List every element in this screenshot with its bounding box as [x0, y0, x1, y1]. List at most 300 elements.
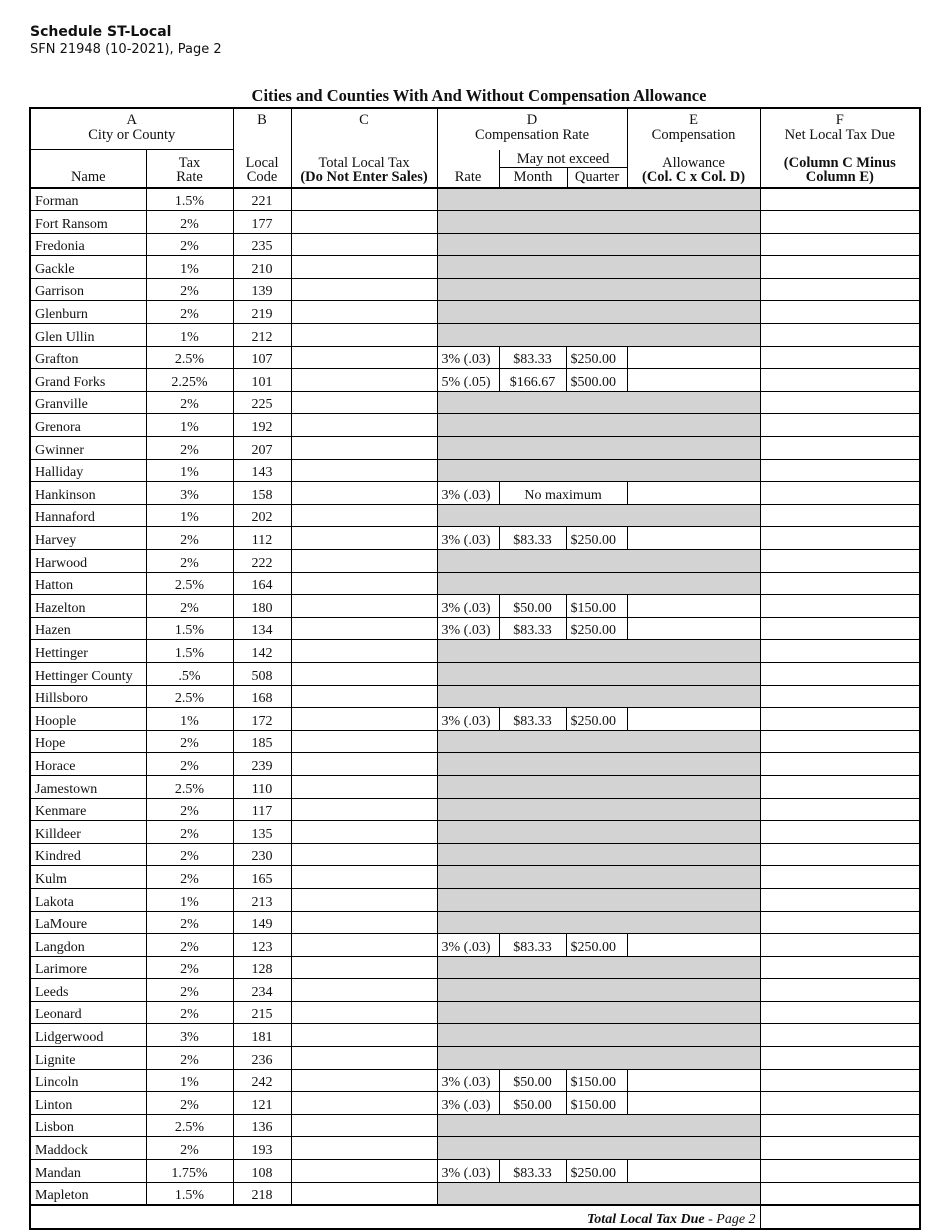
- row-tax-rate: 3%: [146, 1024, 233, 1047]
- net-local-tax-input[interactable]: [760, 1001, 920, 1024]
- row-tax-rate: 1%: [146, 324, 233, 347]
- net-local-tax-input[interactable]: [760, 324, 920, 347]
- rate-label: Rate: [454, 169, 482, 185]
- row-quarter-max: $250.00: [566, 708, 627, 731]
- row-comp-rate: 5% (.05): [437, 369, 499, 392]
- col-a-label: City or County: [88, 126, 176, 143]
- row-local-code: 107: [233, 346, 291, 369]
- row-tax-rate: 2%: [146, 595, 233, 618]
- shaded-no-allowance: [437, 775, 760, 798]
- table-row: [30, 595, 920, 618]
- shaded-no-allowance: [437, 1001, 760, 1024]
- column-e-label: Column E): [805, 169, 874, 185]
- row-name: Kulm: [30, 866, 146, 889]
- table-row: [30, 798, 920, 821]
- compensation-allowance-input[interactable]: [627, 1160, 760, 1183]
- table-title: Cities and Counties With And Without Compensation Allowance: [251, 86, 707, 105]
- total-local-tax-input[interactable]: [291, 821, 437, 844]
- net-local-tax-input[interactable]: [760, 979, 920, 1002]
- total-local-tax-input[interactable]: [291, 188, 437, 211]
- total-local-tax-input[interactable]: [291, 595, 437, 618]
- row-name: Garrison: [30, 278, 146, 301]
- table-row: [30, 911, 920, 934]
- row-local-code: 121: [233, 1092, 291, 1115]
- table-row: [30, 753, 920, 776]
- total-local-tax-input[interactable]: [291, 437, 437, 460]
- net-local-tax-input[interactable]: [760, 211, 920, 234]
- shaded-no-allowance: [437, 843, 760, 866]
- net-local-tax-input[interactable]: [760, 934, 920, 957]
- net-local-tax-input[interactable]: [760, 504, 920, 527]
- total-local-tax-input[interactable]: [291, 391, 437, 414]
- row-tax-rate: 2%: [146, 821, 233, 844]
- total-local-tax-input[interactable]: [291, 527, 437, 550]
- total-local-tax-input[interactable]: [291, 572, 437, 595]
- total-local-tax-input[interactable]: [291, 866, 437, 889]
- row-local-code: 128: [233, 956, 291, 979]
- compensation-allowance-input[interactable]: [627, 595, 760, 618]
- total-local-tax-input[interactable]: [291, 256, 437, 279]
- row-local-code: 117: [233, 798, 291, 821]
- total-local-tax-input[interactable]: [291, 798, 437, 821]
- row-local-code: 236: [233, 1047, 291, 1070]
- form-number: SFN 21948 (10-2021), Page 2: [30, 42, 222, 57]
- net-local-tax-input[interactable]: [760, 278, 920, 301]
- col-d-header: [437, 108, 627, 150]
- total-local-tax-input[interactable]: [291, 233, 437, 256]
- net-local-tax-input[interactable]: [760, 798, 920, 821]
- net-local-tax-input[interactable]: [760, 550, 920, 573]
- total-local-tax-input[interactable]: [291, 1069, 437, 1092]
- row-local-code: 222: [233, 550, 291, 573]
- row-local-code: 230: [233, 843, 291, 866]
- total-local-tax-input[interactable]: [291, 459, 437, 482]
- row-name: Gwinner: [30, 437, 146, 460]
- shaded-no-allowance: [437, 459, 760, 482]
- table-row: [30, 550, 920, 573]
- net-local-tax-input[interactable]: [760, 1024, 920, 1047]
- row-tax-rate: 2%: [146, 753, 233, 776]
- row-local-code: 135: [233, 821, 291, 844]
- row-tax-rate: 1%: [146, 504, 233, 527]
- row-comp-rate: 3% (.03): [437, 1092, 499, 1115]
- net-local-tax-input[interactable]: [760, 753, 920, 776]
- total-local-tax-input[interactable]: [291, 775, 437, 798]
- row-local-code: 235: [233, 233, 291, 256]
- row-local-code: 172: [233, 708, 291, 731]
- total-local-tax-input[interactable]: [291, 1001, 437, 1024]
- table-row: [30, 188, 920, 211]
- row-local-code: 219: [233, 301, 291, 324]
- net-local-tax-input[interactable]: [760, 572, 920, 595]
- table-row: [30, 979, 920, 1002]
- row-local-code: 177: [233, 211, 291, 234]
- row-month-max: $166.67: [499, 369, 566, 392]
- total-local-tax-input[interactable]: [291, 301, 437, 324]
- table-row: [30, 730, 920, 753]
- row-comp-rate: 3% (.03): [437, 617, 499, 640]
- header-row-labels: [30, 150, 920, 188]
- row-local-code: 221: [233, 188, 291, 211]
- compensation-allowance-input[interactable]: [627, 527, 760, 550]
- row-name: Mapleton: [30, 1182, 146, 1205]
- row-name: Fort Ransom: [30, 211, 146, 234]
- table-row: [30, 301, 920, 324]
- net-local-tax-input[interactable]: [760, 1182, 920, 1205]
- net-local-tax-input[interactable]: [760, 188, 920, 211]
- shaded-no-allowance: [437, 1114, 760, 1137]
- net-local-tax-input[interactable]: [760, 301, 920, 324]
- total-local-tax-input[interactable]: [291, 1137, 437, 1160]
- row-tax-rate: 2%: [146, 866, 233, 889]
- total-label-bold: Total Local Tax Due: [587, 1211, 705, 1227]
- row-name: Hatton: [30, 572, 146, 595]
- table-row: [30, 708, 920, 731]
- row-tax-rate: 1%: [146, 256, 233, 279]
- shaded-no-allowance: [437, 685, 760, 708]
- shaded-no-allowance: [437, 550, 760, 573]
- row-tax-rate: 2.5%: [146, 685, 233, 708]
- shaded-no-allowance: [437, 821, 760, 844]
- total-local-tax-input[interactable]: [291, 956, 437, 979]
- total-local-tax-input[interactable]: [291, 979, 437, 1002]
- net-local-tax-input[interactable]: [760, 1092, 920, 1115]
- row-tax-rate: 2%: [146, 301, 233, 324]
- table-row: [30, 1047, 920, 1070]
- row-comp-rate: 3% (.03): [437, 346, 499, 369]
- total-local-tax-input[interactable]: [291, 278, 437, 301]
- row-no-maximum: No maximum: [499, 482, 627, 505]
- local-code-header: [233, 150, 291, 188]
- row-quarter-max: $250.00: [566, 1160, 627, 1183]
- net-local-tax-input[interactable]: [760, 369, 920, 392]
- net-local-tax-input[interactable]: [760, 662, 920, 685]
- compensation-allowance-input[interactable]: [627, 1069, 760, 1092]
- net-local-tax-input[interactable]: [760, 482, 920, 505]
- total-local-tax-input[interactable]: [291, 617, 437, 640]
- net-local-tax-input[interactable]: [760, 640, 920, 663]
- col-c-header: [291, 108, 437, 150]
- table-row: [30, 1092, 920, 1115]
- row-quarter-max: $250.00: [566, 934, 627, 957]
- row-name: Halliday: [30, 459, 146, 482]
- table-row: [30, 1137, 920, 1160]
- net-local-tax-input[interactable]: [760, 437, 920, 460]
- row-tax-rate: 2%: [146, 911, 233, 934]
- row-name: Maddock: [30, 1137, 146, 1160]
- row-local-code: 168: [233, 685, 291, 708]
- total-local-tax-input[interactable]: [291, 1092, 437, 1115]
- net-local-tax-input[interactable]: [760, 414, 920, 437]
- row-tax-rate: 2.5%: [146, 572, 233, 595]
- net-local-tax-input[interactable]: [760, 256, 920, 279]
- table-row: [30, 956, 920, 979]
- table-row: [30, 843, 920, 866]
- row-tax-rate: 2.25%: [146, 369, 233, 392]
- total-local-tax-due-input[interactable]: [760, 1205, 920, 1229]
- row-name: Glenburn: [30, 301, 146, 324]
- net-local-tax-input[interactable]: [760, 617, 920, 640]
- net-local-tax-input[interactable]: [760, 956, 920, 979]
- compensation-allowance-input[interactable]: [627, 617, 760, 640]
- total-local-tax-input[interactable]: [291, 662, 437, 685]
- total-row: [30, 1205, 920, 1229]
- row-name: Hettinger: [30, 640, 146, 663]
- total-local-tax-input[interactable]: [291, 753, 437, 776]
- row-local-code: 185: [233, 730, 291, 753]
- row-quarter-max: $150.00: [566, 1092, 627, 1115]
- month-label: Month: [500, 168, 568, 187]
- row-tax-rate: 1.75%: [146, 1160, 233, 1183]
- net-local-tax-input[interactable]: [760, 1047, 920, 1070]
- shaded-no-allowance: [437, 888, 760, 911]
- table-row: [30, 256, 920, 279]
- total-local-tax-input[interactable]: [291, 708, 437, 731]
- may-not-exceed-label: May not exceed: [500, 150, 627, 169]
- table-row: [30, 572, 920, 595]
- row-quarter-max: $250.00: [566, 617, 627, 640]
- row-tax-rate: 2%: [146, 550, 233, 573]
- row-comp-rate: 3% (.03): [437, 1069, 499, 1092]
- row-month-max: $83.33: [499, 1160, 566, 1183]
- row-local-code: 212: [233, 324, 291, 347]
- row-local-code: 210: [233, 256, 291, 279]
- row-tax-rate: 2%: [146, 1047, 233, 1070]
- row-local-code: 239: [233, 753, 291, 776]
- tax-rate-header: [146, 150, 233, 188]
- row-name: Mandan: [30, 1160, 146, 1183]
- total-local-tax-input[interactable]: [291, 1182, 437, 1205]
- row-tax-rate: 2%: [146, 1001, 233, 1024]
- row-tax-rate: 1.5%: [146, 617, 233, 640]
- table-row: [30, 437, 920, 460]
- col-f-letter: F: [835, 112, 844, 128]
- row-tax-rate: 3%: [146, 482, 233, 505]
- col-f-header: [760, 108, 920, 150]
- total-local-tax-input[interactable]: [291, 1047, 437, 1070]
- row-local-code: 158: [233, 482, 291, 505]
- row-tax-rate: 2%: [146, 527, 233, 550]
- row-tax-rate: 1%: [146, 1069, 233, 1092]
- net-local-tax-input[interactable]: [760, 775, 920, 798]
- col-c-x-col-d-label: (Col. C x Col. D): [641, 169, 746, 185]
- row-name: Kindred: [30, 843, 146, 866]
- row-month-max: $83.33: [499, 346, 566, 369]
- total-local-tax-input[interactable]: [291, 640, 437, 663]
- row-name: Horace: [30, 753, 146, 776]
- row-name: Grenora: [30, 414, 146, 437]
- table-row: [30, 459, 920, 482]
- net-local-tax-input[interactable]: [760, 1160, 920, 1183]
- total-local-tax-input[interactable]: [291, 888, 437, 911]
- table-row: [30, 888, 920, 911]
- row-tax-rate: 2%: [146, 979, 233, 1002]
- col-a-letter: A: [126, 112, 137, 128]
- row-local-code: 164: [233, 572, 291, 595]
- table-row: [30, 527, 920, 550]
- net-local-tax-input[interactable]: [760, 685, 920, 708]
- col-e-header: [627, 108, 760, 150]
- table-row: [30, 1114, 920, 1137]
- total-local-tax-input[interactable]: [291, 369, 437, 392]
- shaded-no-allowance: [437, 979, 760, 1002]
- row-tax-rate: 2%: [146, 798, 233, 821]
- total-local-tax-input[interactable]: [291, 346, 437, 369]
- compensation-allowance-input[interactable]: [627, 708, 760, 731]
- shaded-no-allowance: [437, 188, 760, 211]
- total-local-tax-input[interactable]: [291, 550, 437, 573]
- table-row: [30, 1160, 920, 1183]
- row-name: Larimore: [30, 956, 146, 979]
- table-row: [30, 233, 920, 256]
- row-month-max: $83.33: [499, 708, 566, 731]
- total-local-tax-input[interactable]: [291, 482, 437, 505]
- row-local-code: 207: [233, 437, 291, 460]
- compensation-allowance-input[interactable]: [627, 934, 760, 957]
- column-c-minus-label: (Column C Minus: [783, 154, 896, 171]
- net-local-tax-input[interactable]: [760, 911, 920, 934]
- row-comp-rate: 3% (.03): [437, 708, 499, 731]
- row-name: Gackle: [30, 256, 146, 279]
- row-name: Lakota: [30, 888, 146, 911]
- row-local-code: 202: [233, 504, 291, 527]
- total-local-tax-input[interactable]: [291, 934, 437, 957]
- net-local-tax-input[interactable]: [760, 888, 920, 911]
- row-name: Lincoln: [30, 1069, 146, 1092]
- compensation-allowance-input[interactable]: [627, 346, 760, 369]
- row-tax-rate: 2%: [146, 843, 233, 866]
- net-local-tax-input[interactable]: [760, 391, 920, 414]
- net-local-tax-input[interactable]: [760, 346, 920, 369]
- row-local-code: 110: [233, 775, 291, 798]
- row-comp-rate: 3% (.03): [437, 595, 499, 618]
- shaded-no-allowance: [437, 278, 760, 301]
- col-d-label: Compensation Rate: [475, 126, 590, 143]
- header-row-letters: [30, 108, 920, 150]
- total-local-tax-label: Total Local Tax: [318, 154, 410, 171]
- shaded-no-allowance: [437, 1024, 760, 1047]
- total-local-tax-due-label: [30, 1205, 760, 1229]
- shaded-no-allowance: [437, 391, 760, 414]
- row-local-code: 123: [233, 934, 291, 957]
- col-b-header: [233, 108, 291, 150]
- row-month-max: $50.00: [499, 595, 566, 618]
- table-row: [30, 866, 920, 889]
- shaded-no-allowance: [437, 301, 760, 324]
- table-row: [30, 821, 920, 844]
- rate-header: [437, 150, 499, 188]
- row-quarter-max: $500.00: [566, 369, 627, 392]
- row-tax-rate: 2%: [146, 278, 233, 301]
- table-row: [30, 685, 920, 708]
- total-local-tax-input[interactable]: [291, 1160, 437, 1183]
- row-name: Fredonia: [30, 233, 146, 256]
- total-local-tax-input[interactable]: [291, 730, 437, 753]
- net-local-tax-input[interactable]: [760, 866, 920, 889]
- shaded-no-allowance: [437, 233, 760, 256]
- row-tax-rate: 2%: [146, 934, 233, 957]
- net-local-tax-input[interactable]: [760, 595, 920, 618]
- total-local-tax-input[interactable]: [291, 1024, 437, 1047]
- compensation-allowance-input[interactable]: [627, 482, 760, 505]
- shaded-no-allowance: [437, 572, 760, 595]
- table-row: [30, 391, 920, 414]
- shaded-no-allowance: [437, 1182, 760, 1205]
- total-local-tax-input[interactable]: [291, 414, 437, 437]
- do-not-enter-sales-label: (Do Not Enter Sales): [300, 169, 428, 185]
- table-row: [30, 346, 920, 369]
- col-d-letter: D: [526, 112, 538, 128]
- net-local-tax-input[interactable]: [760, 708, 920, 731]
- total-local-tax-input[interactable]: [291, 1114, 437, 1137]
- table-row: [30, 504, 920, 527]
- row-name: Killdeer: [30, 821, 146, 844]
- row-tax-rate: 2.5%: [146, 775, 233, 798]
- row-local-code: 136: [233, 1114, 291, 1137]
- net-local-tax-input[interactable]: [760, 730, 920, 753]
- net-local-tax-input[interactable]: [760, 233, 920, 256]
- row-local-code: 215: [233, 1001, 291, 1024]
- row-comp-rate: 3% (.03): [437, 482, 499, 505]
- row-local-code: 139: [233, 278, 291, 301]
- row-tax-rate: 2%: [146, 1092, 233, 1115]
- local-code-label-2: Code: [246, 169, 278, 185]
- shaded-no-allowance: [437, 730, 760, 753]
- net-local-tax-input[interactable]: [760, 527, 920, 550]
- shaded-no-allowance: [437, 1137, 760, 1160]
- row-tax-rate: .5%: [146, 662, 233, 685]
- total-local-tax-input[interactable]: [291, 685, 437, 708]
- total-local-tax-input[interactable]: [291, 504, 437, 527]
- table-row: [30, 278, 920, 301]
- shaded-no-allowance: [437, 662, 760, 685]
- net-local-tax-input[interactable]: [760, 821, 920, 844]
- row-name: Leonard: [30, 1001, 146, 1024]
- table-row: [30, 1182, 920, 1205]
- name-header: [30, 150, 146, 188]
- col-a-header: [30, 108, 233, 150]
- tax-rate-label-1: Tax: [178, 154, 201, 171]
- row-local-code: 225: [233, 391, 291, 414]
- table-row: [30, 369, 920, 392]
- row-local-code: 192: [233, 414, 291, 437]
- net-local-tax-input[interactable]: [760, 843, 920, 866]
- compensation-allowance-input[interactable]: [627, 369, 760, 392]
- net-local-tax-input[interactable]: [760, 1137, 920, 1160]
- row-name: Harwood: [30, 550, 146, 573]
- row-month-max: $50.00: [499, 1069, 566, 1092]
- table-row: [30, 211, 920, 234]
- row-tax-rate: 1%: [146, 708, 233, 731]
- row-local-code: 218: [233, 1182, 291, 1205]
- total-local-tax-input[interactable]: [291, 324, 437, 347]
- net-local-tax-input[interactable]: [760, 1069, 920, 1092]
- net-local-tax-input[interactable]: [760, 1114, 920, 1137]
- shaded-no-allowance: [437, 504, 760, 527]
- compensation-allowance-input[interactable]: [627, 1092, 760, 1115]
- row-local-code: 180: [233, 595, 291, 618]
- table-row: [30, 482, 920, 505]
- shaded-no-allowance: [437, 753, 760, 776]
- row-local-code: 149: [233, 911, 291, 934]
- total-local-tax-input[interactable]: [291, 843, 437, 866]
- row-month-max: $50.00: [499, 1092, 566, 1115]
- total-local-tax-input[interactable]: [291, 911, 437, 934]
- net-local-tax-input[interactable]: [760, 459, 920, 482]
- total-local-tax-input[interactable]: [291, 211, 437, 234]
- row-tax-rate: 2%: [146, 1137, 233, 1160]
- row-local-code: 134: [233, 617, 291, 640]
